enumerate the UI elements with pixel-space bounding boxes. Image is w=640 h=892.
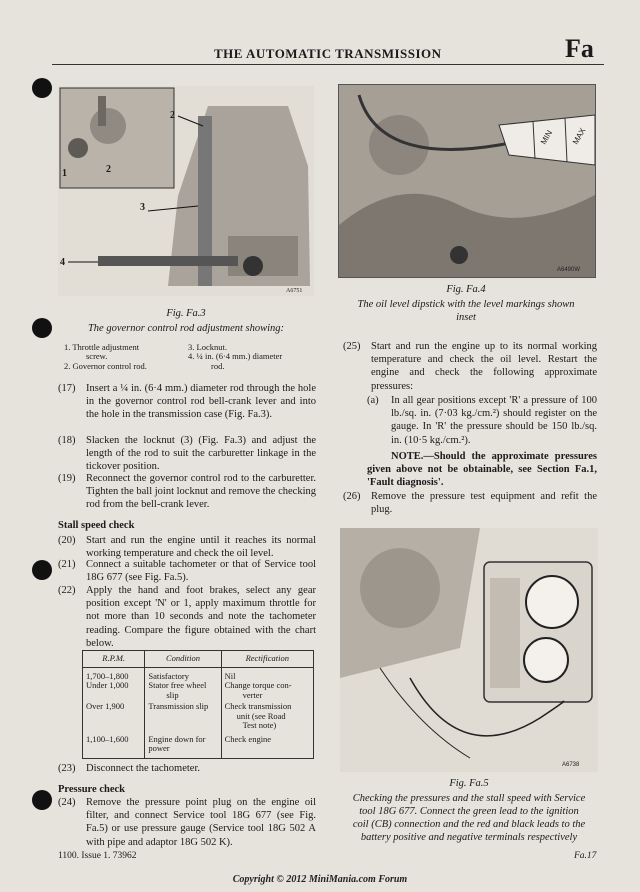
step-number: (17) bbox=[58, 383, 76, 394]
legend-item: 4. ¼ in. (6·4 mm.) diameter bbox=[188, 351, 283, 361]
step-number: (25) bbox=[343, 341, 361, 352]
pressure-note: NOTE.—Should the approximate pressures given above not be obtainable, see Section Fa.1, 'Fault diagnosis'. bbox=[367, 451, 597, 489]
header-rule bbox=[52, 64, 604, 65]
binder-hole bbox=[32, 318, 52, 338]
rectification-cell: Check engine bbox=[224, 733, 272, 744]
step-number: (23) bbox=[58, 763, 76, 774]
step-number: (19) bbox=[58, 473, 76, 484]
fa3-ref-code: A6751 bbox=[286, 288, 303, 294]
step-text: Reconnect the governor control rod to the carburetter. Tighten the ball joint locknut and remove the checking rod from the bell-crank lever. bbox=[86, 473, 316, 511]
condition-cell: power bbox=[148, 743, 170, 753]
binder-hole bbox=[32, 560, 52, 580]
step-26 bbox=[343, 490, 597, 516]
legend-item: rod. bbox=[211, 361, 225, 371]
rectification-cell: unit (see Road bbox=[236, 710, 286, 721]
step-23 bbox=[58, 762, 316, 775]
rectification-cell: Nil bbox=[224, 670, 236, 681]
condition-cell: Transmission slip bbox=[148, 701, 209, 711]
footer-page-number: Fa.17 bbox=[574, 851, 597, 861]
step-17 bbox=[58, 382, 316, 422]
fa3-callout: 2 bbox=[106, 164, 111, 175]
chart-row bbox=[83, 731, 314, 759]
step-text: Start and run the engine until it reaches its normal working temperature and check the oil level. bbox=[86, 535, 316, 560]
stall-speed-chart bbox=[82, 650, 314, 759]
chart-header: Rectification bbox=[221, 651, 313, 668]
figure-fa3-label: Fig. Fa.3 bbox=[166, 308, 206, 319]
rpm-cell: 1,100–1,600 bbox=[86, 733, 129, 744]
step-text: Start and run the engine up to its normal working temperature and check the oil level. Restart the engine and check the following approximate pressures: bbox=[371, 341, 597, 392]
legend-item: 3. Locknut. bbox=[188, 342, 227, 352]
fa5-ref-code: A6738 bbox=[562, 762, 580, 768]
figure-fa4-illustration bbox=[338, 84, 596, 278]
step-text: Disconnect the tachometer. bbox=[86, 763, 200, 774]
step-number: (20) bbox=[58, 535, 76, 546]
fa3-callout: 1 bbox=[62, 168, 67, 179]
figure-fa4-caption bbox=[338, 298, 594, 324]
chart-header: Condition bbox=[145, 651, 221, 668]
step-text: Insert a ¼ in. (6·4 mm.) diameter rod through the hole in the governor control rod bell-crank lever and into the hole in the transmission case (Fig. Fa.3). bbox=[86, 383, 316, 421]
chart-row bbox=[83, 667, 314, 700]
condition-cell: Stator free wheel bbox=[148, 680, 207, 690]
caption-line: tool 18G 677. Connect the green lead to the ignition bbox=[359, 806, 579, 817]
rectification-cell: Check transmission bbox=[224, 701, 292, 711]
binder-hole bbox=[32, 790, 52, 810]
footer-issue: 1100. Issue 1. 73962 bbox=[58, 851, 137, 861]
figure-fa4-label: Fig. Fa.4 bbox=[446, 284, 486, 295]
figure-fa3-illustration bbox=[58, 86, 314, 296]
copyright-watermark: Copyright © 2012 MiniMania.com Forum bbox=[232, 874, 408, 885]
figure-fa5-illustration bbox=[340, 528, 598, 772]
legend-item: 2. Governor control rod. bbox=[64, 361, 147, 371]
dipstick-mark-max: MAX bbox=[570, 126, 588, 146]
rectification-cell: verter bbox=[242, 689, 263, 700]
legend-item: 1. Throttle adjustment bbox=[64, 342, 140, 352]
step-text: Apply the hand and foot brakes, select any gear position except 'N' or 1, apply maximum throttle for not more than 10 seconds and note the tachometer reading. Compare the figure obtained with the chart below. bbox=[86, 585, 316, 649]
fa3-callout: 3 bbox=[140, 202, 145, 213]
legend-item: screw. bbox=[86, 351, 108, 361]
figure-fa5-label: Fig. Fa.5 bbox=[449, 778, 489, 789]
step-number: (a) bbox=[367, 395, 379, 406]
step-22 bbox=[58, 584, 316, 650]
stall-speed-heading: Stall speed check bbox=[58, 520, 135, 531]
step-18 bbox=[58, 434, 316, 474]
chart-header: R.P.M. bbox=[83, 651, 145, 668]
step-text: Remove the pressure point plug on the engine oil filter, and connect Service tool 18G 677 (see Fig. Fa.5) or use pressure gauge (Service tool 18G 502 A with pipe and adaptor 18G 502 K). bbox=[86, 797, 316, 848]
caption-line: The oil level dipstick with the level markings shown bbox=[357, 299, 575, 310]
step-25a bbox=[367, 394, 597, 447]
rpm-cell: Under 1,000 bbox=[86, 680, 129, 690]
pressure-check-heading: Pressure check bbox=[58, 784, 125, 795]
page-title: THE AUTOMATIC TRANSMISSION bbox=[214, 46, 442, 61]
rectification-cell: Change torque con- bbox=[224, 680, 292, 690]
step-19 bbox=[58, 472, 316, 512]
step-number: (18) bbox=[58, 435, 76, 446]
fa3-callout: 2 bbox=[170, 110, 175, 121]
rpm-cell: Over 1,900 bbox=[86, 701, 125, 711]
figure-fa5-caption bbox=[340, 792, 598, 844]
dipstick-mark-min: MIN bbox=[538, 128, 555, 146]
step-number: (26) bbox=[343, 491, 361, 502]
step-21 bbox=[58, 558, 316, 584]
step-number: (24) bbox=[58, 797, 76, 808]
fa4-ref-code: A6490W bbox=[557, 267, 581, 273]
step-text: Remove the pressure test equipment and refit the plug. bbox=[371, 491, 597, 516]
condition-cell: slip bbox=[166, 689, 179, 700]
section-code: Fa bbox=[565, 34, 594, 63]
caption-line: coil (CB) connection and the red and black leads to the bbox=[352, 819, 586, 830]
caption-line: inset bbox=[456, 312, 476, 323]
rpm-cell: 1,700–1,800 bbox=[86, 670, 129, 681]
caption-line: battery positive and negative terminals respectively bbox=[360, 832, 578, 843]
step-text: Connect a suitable tachometer or that of Service tool 18G 677 (see Fig. Fa.5). bbox=[86, 559, 316, 584]
fa3-callout: 4 bbox=[60, 257, 65, 268]
step-number: (22) bbox=[58, 585, 76, 596]
caption-line: Checking the pressures and the stall speed with Service bbox=[352, 793, 586, 804]
step-24 bbox=[58, 796, 316, 849]
step-20 bbox=[58, 534, 316, 560]
binder-hole bbox=[32, 78, 52, 98]
condition-cell: Satisfactory bbox=[148, 670, 189, 681]
figure-fa3-caption: The governor control rod adjustment showing: bbox=[87, 323, 285, 334]
chart-row bbox=[83, 700, 314, 731]
condition-cell: Engine down for bbox=[148, 733, 206, 744]
step-text: In all gear positions except 'R' a pressure of 100 lb./sq. in. (7·03 kg./cm.²) should register on the gauge. In 'R' the pressure should be 150 lb./sq. in. (10·5 kg./cm.²). bbox=[391, 395, 597, 446]
rectification-cell: Test note) bbox=[242, 720, 277, 730]
step-25 bbox=[343, 340, 597, 393]
step-number: (21) bbox=[58, 559, 76, 570]
step-text: Slacken the locknut (3) (Fig. Fa.3) and adjust the length of the rod to suit the carburetter linkage in the tickover position. bbox=[86, 435, 316, 473]
